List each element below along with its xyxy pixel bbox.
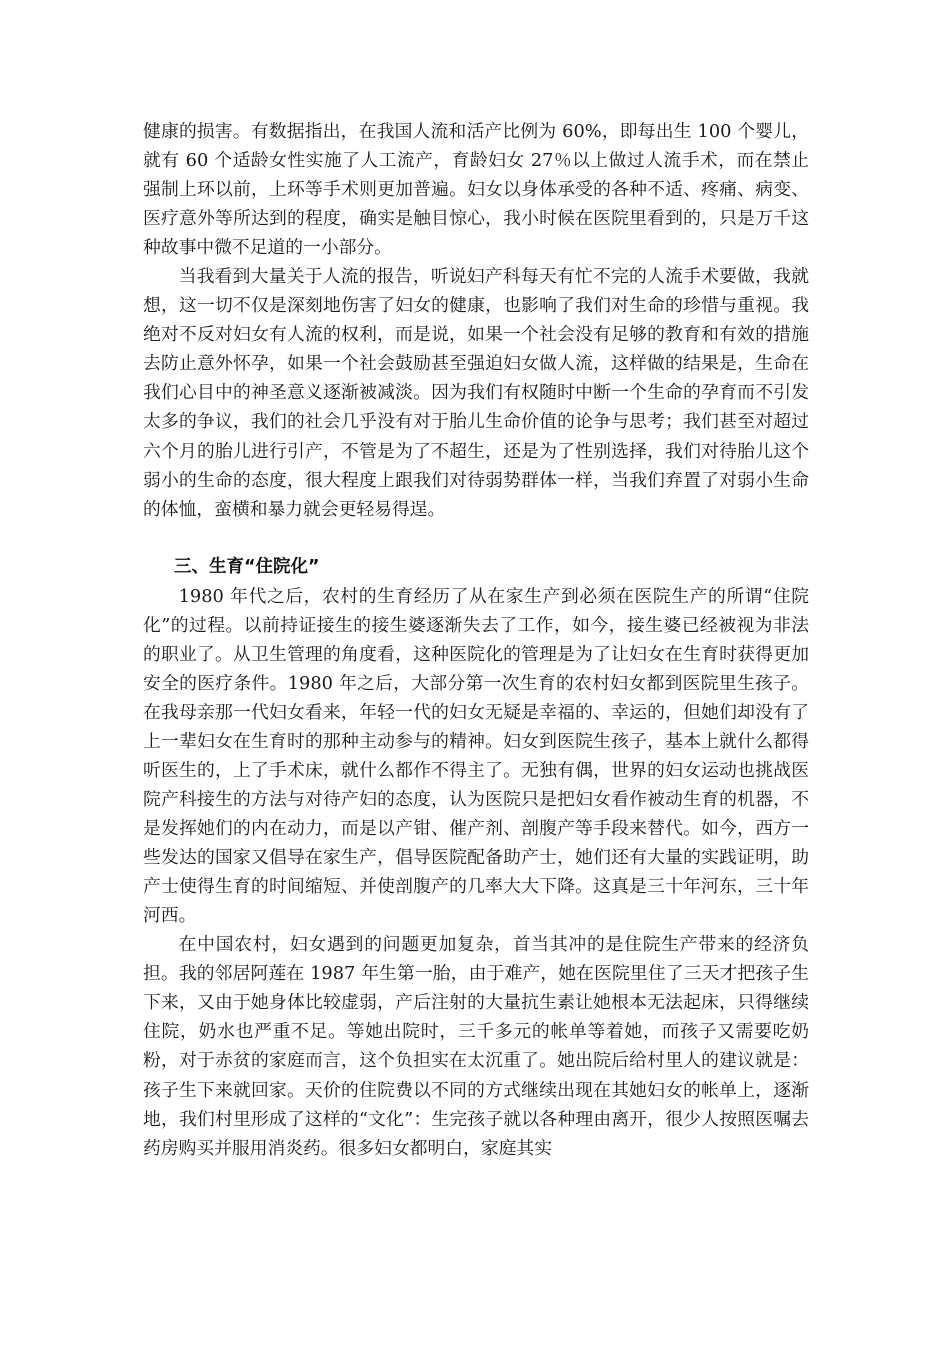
section-gap (143, 524, 809, 553)
paragraph-2: 当我看到大量关于人流的报告，听说妇产科每天有忙不完的人流手术要做，我就想，这一切不仅是深刻地伤害了妇女的健康，也影响了我们对生命的珍惜与重视。我绝对不反对妇女有人流的权利，而是说，如果一个社会没有足够的教育和有效的措施去防止意外怀孕，如果一个社会鼓励甚至强迫妇女做人流，这样做的结果是，生命在我们心目中的神圣意义逐渐被减淡。因为我们有权随时中断一个生命的孕育而不引发太多的争议，我们的社会几乎没有对于胎儿生命价值的论争与思考；我们甚至对超过六个月的胎儿进行引产，不管是为了不超生，还是为了性别选择，我们对待胎儿这个弱小的生命的态度，很大程度上跟我们对待弱势群体一样，当我们弃置了对弱小生命的体恤，蛮横和暴力就会更轻易得逞。 (143, 266, 809, 520)
section-heading: 三、生育“住院化” (174, 556, 320, 577)
document-page (143, 117, 809, 1163)
paragraph-1: 健康的损害。有数据指出，在我国人流和活产比例为 60%，即每出生 100 个婴儿，就有 60 个适龄女性实施了人工流产，育龄妇女 27％以上做过人流手术，而在禁止强制上环以前，上环等手术则更加普遍。妇女以身体承受的各种不适、疼痛、病变、医疗意外等所达到的程度，确实是触目惊心，我小时候在医院里看到的，只是万千这种故事中微不足道的一小部分。 (143, 121, 809, 259)
paragraph-4: 在中国农村，妇女遇到的问题更加复杂，首当其冲的是住院生产带来的经济负担。我的邻居阿莲在 1987 年生第一胎，由于难产，她在医院里住了三天才把孩子生下来，又由于她身体比较虚弱，产后注射的大量抗生素让她根本无法起床，只得继续住院，奶水也严重不足。等她出院时，三千多元的帐单等着她，而孩子又需要吃奶粉，对于赤贫的家庭而言，这个负担实在太沉重了。她出院后给村里人的建议就是：孩子生下来就回家。天价的住院费以不同的方式继续出现在其她妇女的帐单上，逐渐地，我们村里形成了这样的“文化”：生完孩子就以各种理由离开，很少人按照医嘱去药房购买并服用消炎药。很多妇女都明白，家庭其实 (143, 934, 809, 1159)
paragraph-3: 1980 年代之后，农村的生育经历了从在家生产到必须在医院生产的所谓“住院化”的过程。以前持证接生的接生婆逐渐失去了工作，如今，接生婆已经被视为非法的职业了。从卫生管理的角度看，这种医院化的管理是为了让妇女在生育时获得更加安全的医疗条件。1980 年之后，大部分第一次生育的农村妇女都到医院里生孩子。在我母亲那一代妇女看来，年轻一代的妇女无疑是幸福的、幸运的，但她们却没有了上一辈妇女在生育时的那种主动参与的精神。妇女到医院生孩子，基本上就什么都得听医生的，上了手术床，就什么都作不得主了。无独有偶，世界的妇女运动也挑战医院产科接生的方法与对待产妇的态度，认为医院只是把妇女看作被动生育的机器，不是发挥她们的内在动力，而是以产钳、催产剂、剖腹产等手段来替代。如今，西方一些发达的国家又倡导在家生产，倡导医院配备助产士，她们还有大量的实践证明，助产士使得生育的时间缩短、并使剖腹产的几率大大下降。这真是三十年河东，三十年河西。 (143, 585, 809, 927)
